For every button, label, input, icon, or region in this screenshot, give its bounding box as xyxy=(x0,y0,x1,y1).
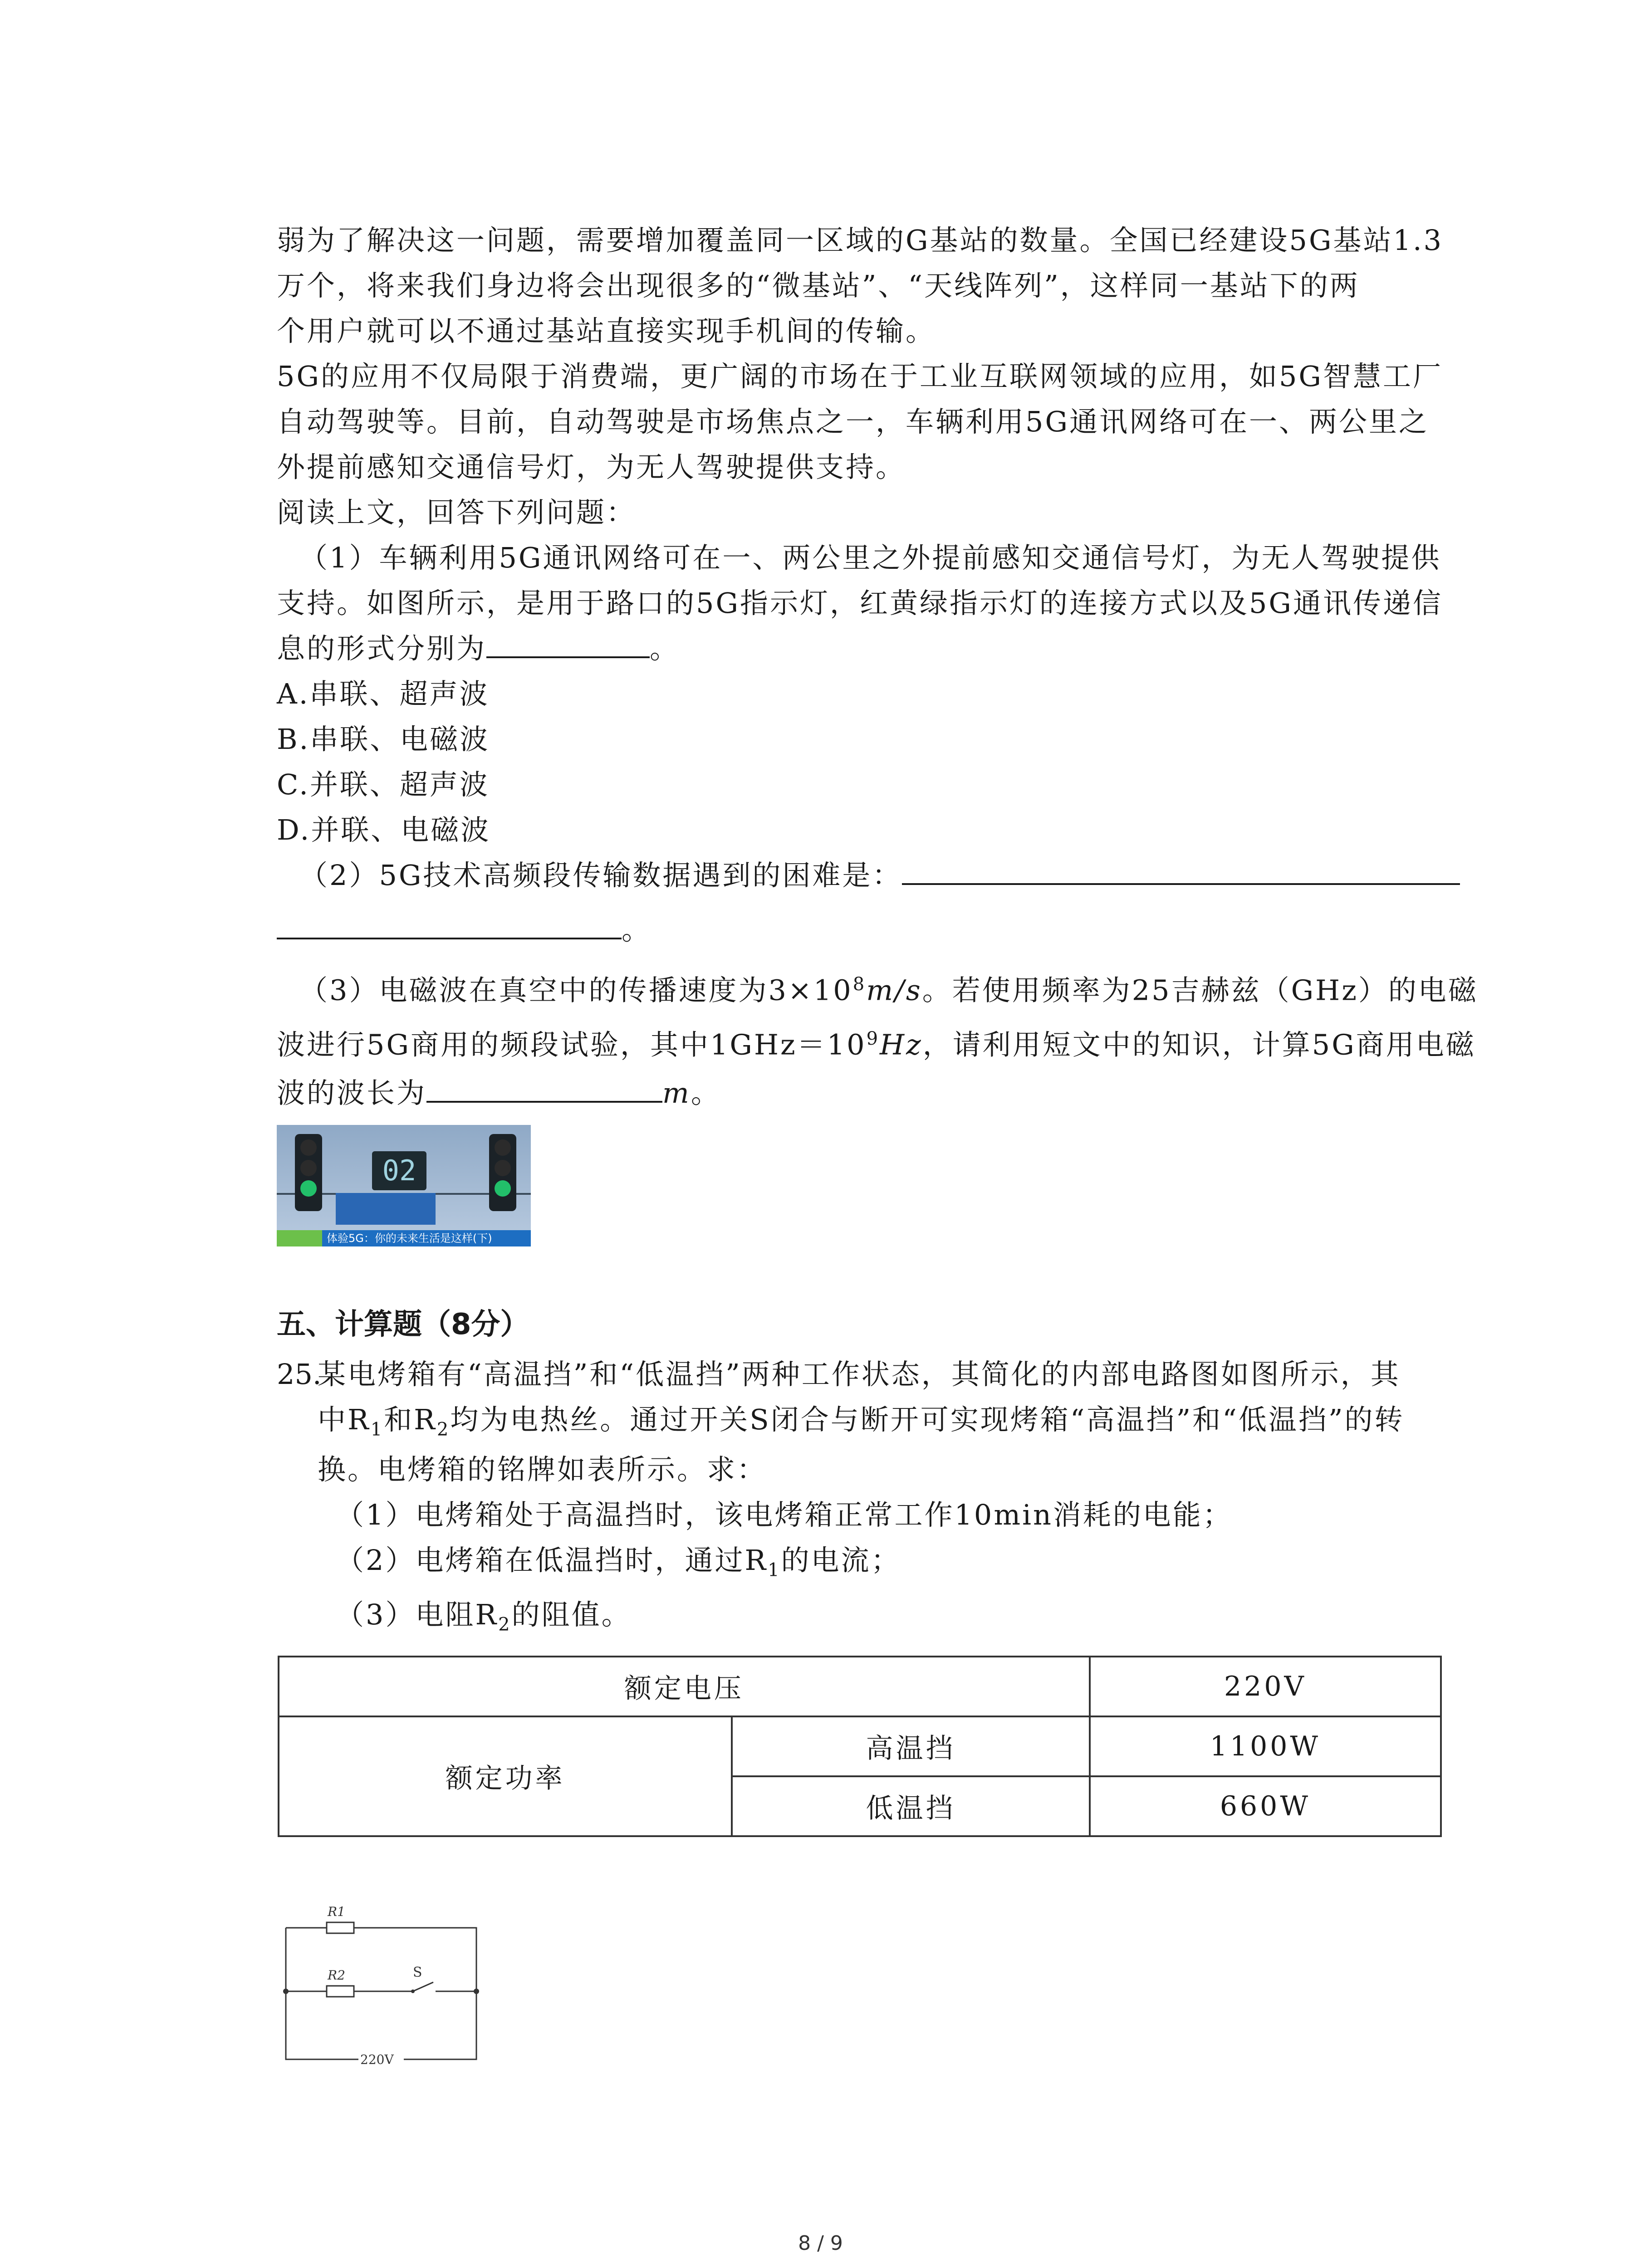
q1-line-3-text: 息的形式分别为 xyxy=(277,632,487,665)
passage-line-7: 阅读上文，回答下列问题： xyxy=(277,496,637,529)
q3-l1-c: 。若使用频率为25吉赫兹（GHz）的电磁 xyxy=(922,973,1478,1007)
rated-voltage-label: 额定电压 xyxy=(279,1657,1090,1716)
q25-line-1: 某电烤箱有“高温挡”和“低温挡”两种工作状态，其简化的内部电路图如图所示，其 xyxy=(318,1358,1401,1391)
rated-voltage-value: 220V xyxy=(1090,1657,1441,1716)
q3-unit-m: m xyxy=(662,1076,691,1110)
q2-text: （2）5G技术高频段传输数据遇到的困难是： xyxy=(299,859,902,892)
q3-line-3 xyxy=(277,1070,1443,1116)
low-temp-value: 660W xyxy=(1090,1776,1441,1836)
q2-line-2 xyxy=(277,907,1443,953)
q2-answer-blank-2[interactable] xyxy=(277,910,622,939)
q25-l2-a: 中R xyxy=(318,1403,371,1436)
q3-unit-ms: m/s xyxy=(866,973,922,1007)
q3-l3-a: 波的波长为 xyxy=(277,1076,427,1110)
q25-s2-b: 的电流； xyxy=(781,1544,901,1577)
q25-l2-b: 和R xyxy=(384,1403,437,1436)
q1-line-3 xyxy=(277,626,1443,671)
q25-sub-3 xyxy=(336,1592,1502,1647)
q2-end: 。 xyxy=(622,913,652,946)
q25-s2-sub: 1 xyxy=(768,1559,781,1581)
green-light-left-icon xyxy=(300,1180,317,1197)
resistor-r1-icon xyxy=(327,1922,354,1933)
q25-line-2 xyxy=(318,1397,1443,1452)
q3-answer-blank[interactable] xyxy=(426,1074,662,1103)
q25-s3-sub: 2 xyxy=(498,1614,512,1635)
source-label: 220V xyxy=(360,2052,394,2067)
countdown-display: 02 xyxy=(382,1154,416,1187)
q25-s2-a: （2）电烤箱在低温挡时，通过R xyxy=(336,1544,768,1577)
passage-line-4: 5G的应用不仅局限于消费端，更广阔的市场在于工业互联网领域的应用，如5G智慧工厂 xyxy=(277,360,1443,393)
q3-line-1 xyxy=(299,962,1478,1013)
q3-l3-end: 。 xyxy=(691,1076,721,1110)
q1-line-3-end: 。 xyxy=(650,632,680,665)
r2-label: R2 xyxy=(328,1968,345,1983)
q3-l1-a: （3）电磁波在真空中的传播速度为3×10 xyxy=(299,973,853,1007)
q25-sub-2 xyxy=(336,1538,1502,1593)
q3-exponent-8: 8 xyxy=(852,974,867,995)
photo-caption: 体验5G：你的未来生活是这样(下) xyxy=(327,1232,492,1245)
r1-label: R1 xyxy=(328,1904,345,1919)
q1-option-d: D.并联、电磁波 xyxy=(277,813,491,846)
q1-line-1: （1）车辆利用5G通讯网络可在一、两公里之外提前感知交通信号灯，为无人驾驶提供 xyxy=(299,541,1441,574)
switch-blade xyxy=(413,1982,433,1991)
passage-line-2: 万个，将来我们身边将会出现很多的“微基站”、“天线阵列”，这样同一基站下的两 xyxy=(277,269,1360,302)
q3-line-2 xyxy=(277,1016,1476,1068)
page-number: 8 / 9 xyxy=(798,2232,843,2255)
q3-l2-c: ，请利用短文中的知识，计算5G商用电磁 xyxy=(922,1028,1476,1061)
passage-line-3: 个用户就可以不通过基站直接实现手机间的传输。 xyxy=(277,314,936,347)
q25-number: 25. xyxy=(277,1358,322,1391)
rated-power-label: 额定功率 xyxy=(279,1716,732,1836)
q3-unit-hz: Hz xyxy=(880,1028,923,1061)
q2-line-1 xyxy=(299,853,1465,898)
q25-l2-c: 均为电热丝。通过开关S闭合与断开可实现烤箱“高温挡”和“低温挡”的转 xyxy=(450,1403,1405,1436)
table-row xyxy=(279,1716,1441,1776)
q25-s3-a: （3）电阻R xyxy=(336,1598,499,1631)
section-heading: 五、计算题（8分） xyxy=(277,1308,529,1341)
q25-sub-1: （1）电烤箱处于高温挡时，该电烤箱正常工作10min消耗的电能； xyxy=(336,1498,1233,1531)
table-row xyxy=(279,1657,1441,1716)
switch-label: S xyxy=(413,1965,422,1980)
q1-option-a: A.串联、超声波 xyxy=(277,677,490,710)
high-temp-value: 1100W xyxy=(1090,1716,1441,1776)
resistor-r2-icon xyxy=(327,1986,354,1997)
spec-table xyxy=(278,1656,1442,1837)
green-light-right-icon xyxy=(495,1180,511,1197)
q25-sub-r1: 1 xyxy=(370,1419,384,1440)
high-temp-label: 高温挡 xyxy=(732,1716,1090,1776)
low-temp-label: 低温挡 xyxy=(732,1776,1090,1836)
passage-line-5: 自动驾驶等。目前，自动驾驶是市场焦点之一，车辆利用5G通讯网络可在一、两公里之 xyxy=(277,405,1429,438)
passage-line-1: 弱为了解决这一问题，需要增加覆盖同一区域的G基站的数量。全国已经建设5G基站1.3 xyxy=(277,224,1444,257)
traffic-light-photo xyxy=(277,1125,531,1246)
passage-line-6: 外提前感知交通信号灯，为无人驾驶提供支持。 xyxy=(277,450,906,484)
q1-answer-blank[interactable] xyxy=(486,629,650,658)
q25-line-3: 换。电烤箱的铭牌如表所示。求： xyxy=(318,1453,767,1486)
q25-sub-r2: 2 xyxy=(436,1419,451,1440)
q3-exponent-9: 9 xyxy=(866,1028,880,1049)
q1-option-c: C.并联、超声波 xyxy=(277,768,490,801)
q25-s3-b: 的阻值。 xyxy=(511,1598,632,1631)
q1-option-b: B.串联、电磁波 xyxy=(277,723,490,756)
q2-answer-blank-1[interactable] xyxy=(902,856,1460,885)
q1-line-2: 支持。如图所示，是用于路口的5G指示灯，红黄绿指示灯的连接方式以及5G通讯传递信 xyxy=(277,587,1443,620)
q3-l2-a: 波进行5G商用的频段试验，其中1GHz＝10 xyxy=(277,1028,867,1061)
sign-board xyxy=(336,1193,436,1225)
circuit-diagram xyxy=(277,1896,490,2068)
